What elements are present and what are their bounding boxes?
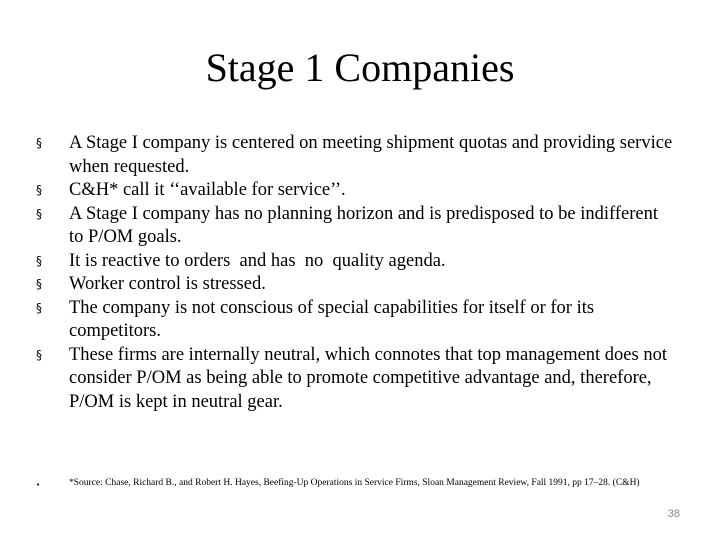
bullet-marker-icon: § bbox=[36, 136, 42, 150]
bullet-text: A Stage I company has no planning horizon and is predisposed to be indifferent to P/OM goals. bbox=[69, 203, 658, 247]
bullet-marker-icon: § bbox=[36, 277, 42, 291]
page-number: 38 bbox=[667, 508, 680, 520]
bullet-text: A Stage I company is centered on meeting shipment quotas and providing service when requested. bbox=[69, 133, 673, 177]
bullet-marker-icon: § bbox=[36, 253, 42, 268]
bullet-item bbox=[36, 273, 676, 297]
bullet-text: C&H* call it ‘‘available for service’’. bbox=[69, 180, 346, 200]
bullet-item bbox=[36, 250, 676, 274]
bullet-list bbox=[36, 132, 676, 414]
slide-title: Stage 1 Companies bbox=[205, 45, 515, 90]
bullet-marker-icon: § bbox=[36, 300, 42, 315]
bullet-marker-icon: § bbox=[36, 183, 42, 197]
bullet-item bbox=[36, 179, 676, 203]
bullet-marker-icon: § bbox=[36, 206, 42, 221]
bullet-text: Worker control is stressed. bbox=[69, 274, 266, 294]
bullet-text: These firms are internally neutral, which connotes that top management does not consider P/OM as being able to promote competitive advantage and, therefore, P/OM is kept in neutral gear. bbox=[69, 344, 667, 412]
footnote-text: *Source: Chase, Richard B., and Robert H. Hayes, Beefing-Up Operations in Service Firms, Sloan Management Review, Fall 1991, pp 17–28. (C&H) bbox=[69, 478, 640, 488]
bullet-item bbox=[36, 132, 676, 179]
source-footnote bbox=[36, 477, 720, 489]
bullet-marker-icon: § bbox=[36, 347, 42, 362]
bullet-item bbox=[36, 344, 676, 415]
bullet-item bbox=[36, 203, 676, 250]
bullet-text: It is reactive to orders and has no quality agenda. bbox=[69, 250, 446, 271]
footnote-bullet-icon: • bbox=[36, 481, 41, 489]
bullet-item bbox=[36, 297, 676, 344]
bullet-text: The company is not conscious of special capabilities for itself or for its competitors. bbox=[69, 297, 595, 341]
